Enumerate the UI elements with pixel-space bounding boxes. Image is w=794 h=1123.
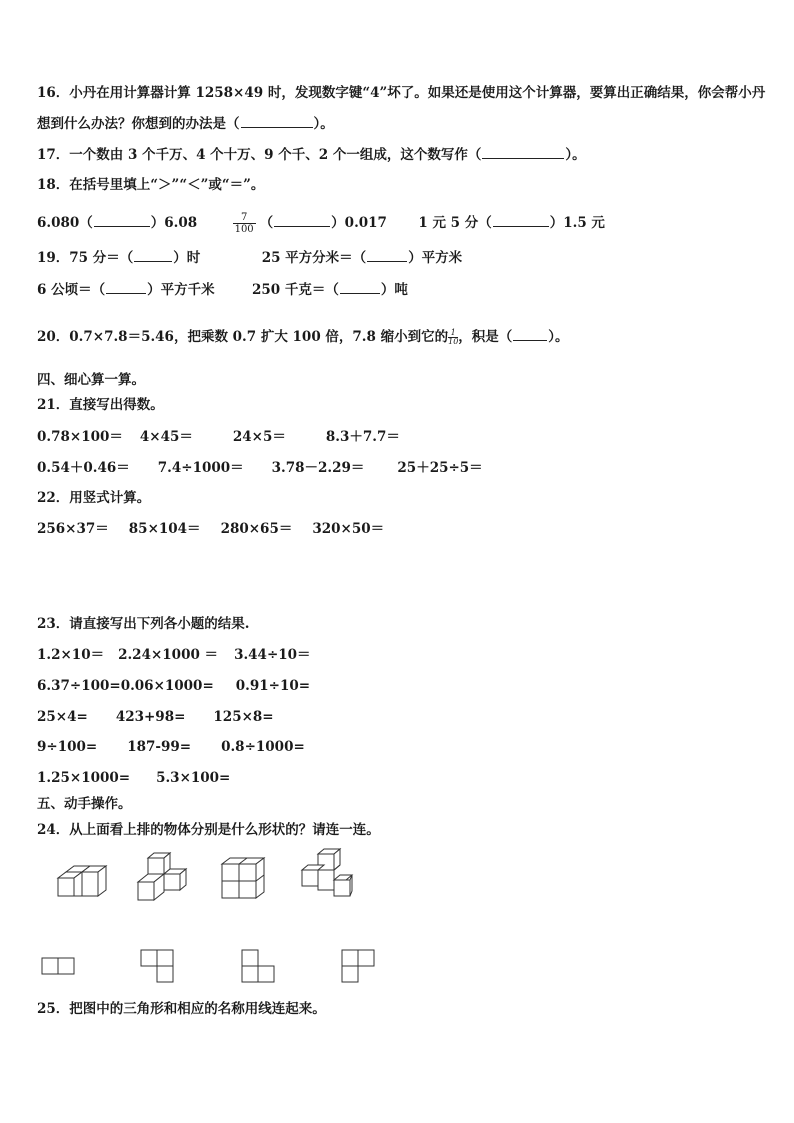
q18-item2-blank[interactable] [274, 214, 330, 227]
q23-row2 [37, 677, 310, 695]
top-view-shape-3 [242, 950, 276, 984]
q21-expr: 25＋25÷5＝ [397, 460, 483, 476]
q22-expr: 256×37＝ [37, 521, 109, 537]
q23-expr: 25×4= [37, 709, 88, 725]
q19-row2 [37, 281, 408, 299]
q17-line [37, 146, 586, 164]
q23-expr: 1.25×1000= [37, 770, 131, 786]
q19-a-blank[interactable] [134, 249, 172, 262]
q18-item1-left: 6.080（ [37, 215, 93, 231]
q18-item2-fraction [233, 212, 256, 235]
q18-item2-right: ）0.017 [331, 215, 387, 231]
fraction-numerator: 1 [448, 329, 458, 338]
q22-row [37, 520, 384, 538]
q23-expr: 423+98= [115, 709, 186, 725]
q22-expr: 320×50＝ [312, 521, 385, 537]
q18-item3-right: ）1.5 元 [549, 215, 605, 231]
q16-text: 想到什么办法？你想到的办法是（ [37, 116, 240, 132]
q18-item1-blank[interactable] [94, 214, 150, 227]
q23-expr: 125×8= [213, 709, 274, 725]
cube-figure-3 [222, 856, 272, 902]
section5-heading: 五、动手操作。 [37, 796, 132, 812]
q21-expr: 7.4÷1000＝ [157, 460, 244, 476]
q16-line1: 16．小丹在用计算器计算 1258×49 时，发现数字键“4”坏了。如果还是使用这个计算器，要算出正确结果，你会帮小丹 [37, 85, 766, 101]
q24-title: 24．从上面看上排的物体分别是什么形状的？请连一连。 [37, 822, 380, 838]
q16-answer-blank[interactable] [241, 115, 313, 128]
q23-expr: 0.91÷10= [235, 678, 311, 694]
q23-expr: 0.06×1000= [120, 678, 214, 694]
q21-expr: 0.78×100＝ [37, 429, 123, 445]
q23-row4 [37, 738, 305, 756]
q19-a-right: ）时 [173, 250, 201, 266]
q23-expr: 0.8÷1000= [221, 739, 305, 755]
q22-expr: 85×104＝ [128, 521, 201, 537]
q17-text: 17．一个数由 3 个千万、4 个十万、9 个千、2 个一组成，这个数写作（ [37, 147, 482, 163]
q21-expr: 3.78－2.29＝ [271, 460, 365, 476]
q19-d-right: ）吨 [380, 282, 408, 298]
q18-item2-left: （ [259, 215, 274, 231]
q23-expr: 1.2×10＝ [37, 647, 105, 663]
section4-heading: 四、细心算一算。 [37, 372, 145, 388]
q19-c-right: ）平方千米 [147, 282, 215, 298]
q20-fraction [448, 329, 458, 346]
q22-title: 22．用竖式计算。 [37, 490, 151, 506]
q23-expr: 6.37÷100= [37, 678, 121, 694]
q23-expr: 5.3×100= [156, 770, 231, 786]
q18-item3-blank[interactable] [493, 214, 549, 227]
q23-expr: 3.44÷10＝ [234, 647, 311, 663]
q18-title: 18．在括号里填上“＞”“＜”或“＝”。 [37, 177, 265, 193]
q21-expr: 8.3＋7.7＝ [325, 429, 400, 445]
q21-title: 21．直接写出得数。 [37, 397, 164, 413]
q20-text2: ，积是（ [458, 329, 513, 345]
q21-expr: 0.54＋0.46＝ [37, 460, 130, 476]
q19-d-blank[interactable] [340, 281, 380, 294]
q23-row5 [37, 769, 230, 787]
q19-a-left: 19．75 分＝（ [37, 250, 134, 266]
q23-expr: 187-99= [127, 739, 192, 755]
q23-expr: 2.24×1000 ＝ [118, 647, 219, 663]
top-view-shape-2 [141, 950, 175, 984]
fraction-numerator: 7 [233, 212, 256, 224]
q21-expr: 24×5＝ [232, 429, 286, 445]
q19-c-blank[interactable] [106, 281, 146, 294]
q17-close: ）。 [565, 147, 586, 163]
top-view-shape-4 [342, 950, 376, 984]
cube-figure-4 [302, 848, 354, 900]
q18-item1-right: ）6.08 [150, 215, 198, 231]
q23-row1 [37, 646, 311, 664]
q22-expr: 280×65＝ [220, 521, 293, 537]
q20-close: ）。 [548, 329, 569, 345]
q23-row3 [37, 708, 274, 726]
cube-figure-2 [138, 852, 188, 902]
q18-items [37, 212, 605, 235]
top-view-shape-1 [42, 958, 76, 976]
fraction-denominator: 100 [234, 224, 254, 235]
q20-answer-blank[interactable] [513, 328, 547, 341]
q20-line [37, 328, 569, 346]
q25-title: 25．把图中的三角形和相应的名称用线连起来。 [37, 1001, 326, 1017]
q19-b-right: ）平方米 [408, 250, 463, 266]
q20-text: 20．0.7×7.8＝5.46，把乘数 0.7 扩大 100 倍，7.8 缩小到它的 [37, 329, 449, 345]
q23-expr: 9÷100= [37, 739, 98, 755]
q17-answer-blank[interactable] [482, 146, 564, 159]
q19-b-left: 25 平方分米＝（ [261, 250, 367, 266]
q19-b-blank[interactable] [367, 249, 407, 262]
q16-close: ）。 [313, 116, 334, 132]
cube-figure-1 [58, 860, 108, 900]
q23-title: 23．请直接写出下列各小题的结果. [37, 616, 250, 632]
q19-c-left: 6 公顷＝（ [37, 282, 106, 298]
q21-row2 [37, 459, 483, 477]
q18-item3-left: 1 元 5 分（ [418, 215, 492, 231]
q19-d-left: 250 千克＝（ [252, 282, 339, 298]
q19-row1 [37, 249, 462, 267]
q21-expr: 4×45＝ [139, 429, 193, 445]
fraction-denominator: 10 [448, 337, 459, 346]
q21-row1 [37, 428, 400, 446]
q16-line2 [37, 115, 334, 133]
